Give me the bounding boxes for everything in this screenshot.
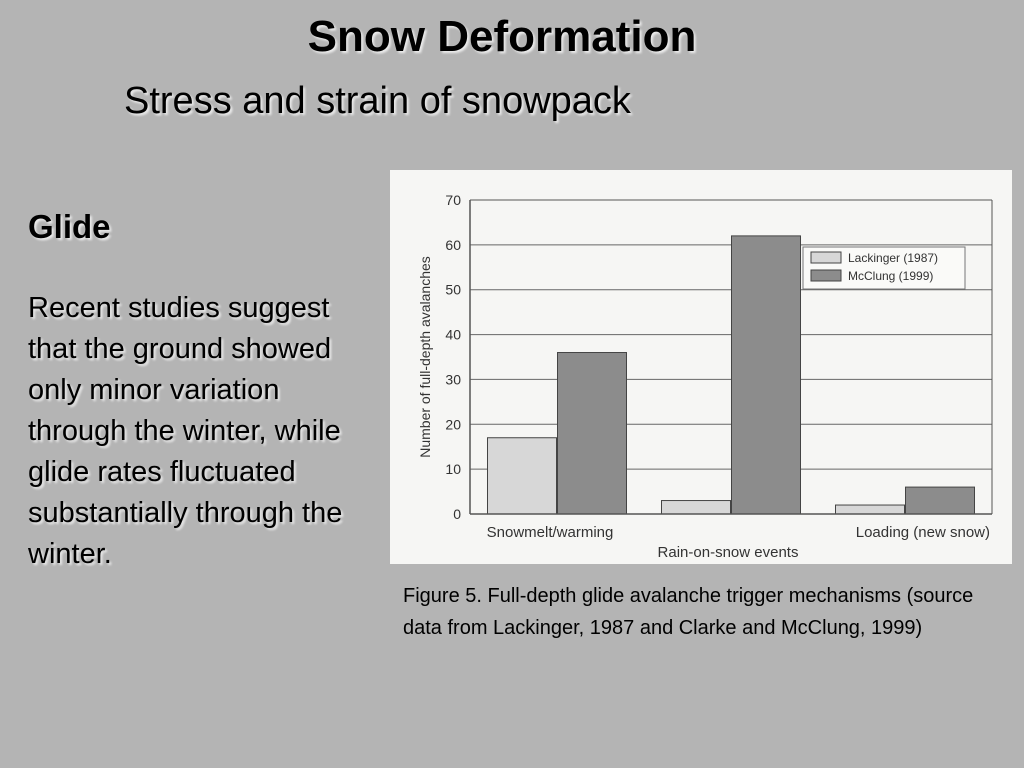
y-tick-label-30: 30 [445, 371, 461, 388]
legend-label-0: Lackinger (1987) [848, 251, 939, 265]
section-heading: Glide [28, 208, 111, 245]
y-axis-label: Number of full-depth avalanches [417, 256, 433, 458]
bar-mcclung-0 [558, 353, 627, 514]
bar-lackinger-1 [662, 501, 731, 514]
y-tick-label-40: 40 [445, 326, 461, 343]
bar-chart [390, 170, 1012, 564]
x-category-label-2: Loading (new snow) [855, 524, 990, 541]
bar-mcclung-2 [906, 487, 975, 514]
legend-label-1: McClung (1999) [848, 269, 934, 283]
body-text: Recent studies suggest that the ground showed only minor variation through the winter, while glide rates fluctuated substantially through the winter. [28, 292, 343, 570]
slide-subtitle: Stress and strain of snowpack [124, 80, 631, 122]
y-tick-label-50: 50 [445, 281, 461, 298]
x-category-labels [487, 524, 990, 561]
legend-swatch-1 [811, 270, 841, 281]
legend-swatch-0 [811, 252, 841, 263]
slide-title: Snow Deformation [307, 12, 697, 61]
y-tick-labels [445, 192, 461, 522]
y-tick-label-10: 10 [445, 461, 461, 478]
bar-mcclung-1 [732, 236, 801, 514]
chart-figure [390, 170, 1012, 564]
y-tick-label-70: 70 [445, 192, 461, 208]
figure-caption: Figure 5. Full-depth glide avalanche trigger mechanisms (source data from Lackinger, 1987 and Clarke and McClung, 1999) [403, 585, 974, 639]
y-tick-label-60: 60 [445, 236, 461, 253]
legend [803, 247, 965, 289]
bar-lackinger-0 [488, 438, 557, 514]
x-category-label-0: Snowmelt/warming [486, 524, 614, 541]
y-tick-label-0: 0 [453, 506, 461, 522]
x-category-label-1: Rain-on-snow events [657, 544, 799, 561]
y-tick-label-20: 20 [445, 416, 461, 433]
bar-lackinger-2 [836, 505, 905, 514]
